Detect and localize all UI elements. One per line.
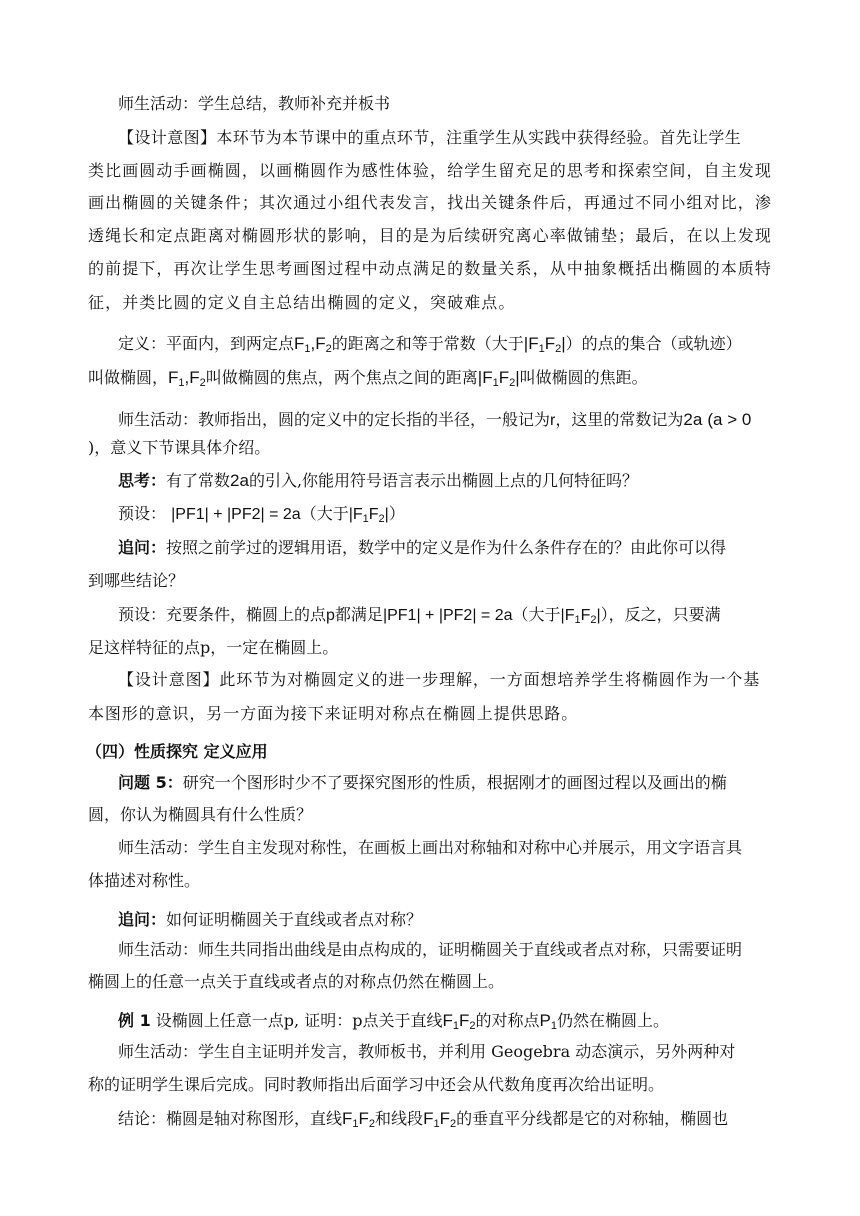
line-f1f2-symbol: $F_1F_2$ bbox=[442, 1011, 476, 1032]
teacher-student-activity-4-line-2: 椭圆上的任意一点关于直线或者点的对称点仍然在椭圆上。 bbox=[88, 972, 505, 991]
focal-sum-equation: |PF1| + |PF2| = 2a bbox=[171, 506, 301, 523]
think-question: 思考：有了常数2a的引入,你能用符号语言表示出椭圆上点的几何特征吗？ bbox=[118, 471, 639, 490]
design-intent-1-line-1: 【设计意图】本环节为本节课中的重点环节，注重学生从实践中获得经验。首先让学生 bbox=[118, 128, 742, 147]
example-1: 例 1 设椭圆上任意一点p, 证明：p点关于直线$F_1F_2$的对称点$P_1$仍然在椭圆上。 bbox=[118, 1011, 669, 1032]
teacher-student-activity-2-line-1: 师生活动：教师指出，圆的定义中的定长指的半径，一般记为r，这里的常数记为2a (a > 0 bbox=[118, 410, 752, 429]
section-heading: （四）性质探究 定义应用 bbox=[86, 742, 268, 761]
segment-f1f2-symbol: $F_1F_2$ bbox=[423, 1109, 457, 1130]
conclusion-line-1: 结论：椭圆是轴对称图形，直线$F_1F_2$和线段$F_1F_2$的垂直平分线都是它的对称轴，椭圆也 bbox=[118, 1109, 729, 1130]
question-5-line-2: 圆，你认为椭圆具有什么性质？ bbox=[88, 805, 313, 824]
design-intent-1-line-2: 类比画圆动手画椭圆，以画椭圆作为感性体验，给学生留充足的思考和探索空间，自主发现 bbox=[88, 161, 773, 180]
line-f1f2-symbol-2: $F_1F_2$ bbox=[342, 1109, 376, 1130]
p1-symbol: $P_1$ bbox=[539, 1011, 557, 1032]
f1-f2-symbol-2: $F_1,F_2$ bbox=[168, 368, 206, 389]
preset-1: 预设： |PF1| + |PF2| = 2a（大于$|F_1F_2|$） bbox=[118, 504, 405, 525]
design-intent-2-line-1: 【设计意图】此环节为对椭圆定义的进一步理解，一方面想培养学生将椭圆作为一个基 bbox=[118, 670, 761, 689]
f1-f2-symbol: $F_1,F_2$ bbox=[294, 334, 332, 355]
design-intent-1-line-4: 透绳长和定点距离对椭圆形状的影响，目的是为后续研究离心率做铺垫；最后，在以上发现 bbox=[88, 226, 773, 245]
teacher-student-activity-2-line-2: )，意义下节课具体介绍。 bbox=[88, 438, 271, 457]
design-intent-1-line-5: 的前提下，再次让学生思考画图过程中动点满足的数量关系，从中抽象概括出椭圆的本质特 bbox=[88, 259, 773, 278]
design-intent-1-line-3: 画出椭圆的关键条件；其次通过小组代表发言，找出关键条件后，再通过不同小组对比，渗 bbox=[88, 193, 773, 212]
teacher-student-activity-1: 师生活动：学生总结，教师补充并板书 bbox=[118, 94, 391, 113]
follow-up-question-2: 追问：如何证明椭圆关于直线或者点对称？ bbox=[118, 910, 423, 929]
preset-2-line-1: 预设：充要条件，椭圆上的点p都满足|PF1| + |PF2| = 2a（大于$|F_1F_2|$），反之，只要满 bbox=[118, 605, 721, 626]
preset-2-line-2: 足这样特征的点p，一定在椭圆上。 bbox=[88, 638, 339, 657]
focal-sum-equation-2: |PF1| + |PF2| = 2a bbox=[382, 607, 513, 624]
question-5-line-1: 问题 5：研究一个图形时少不了要探究图形的性质，根据刚才的画图过程以及画出的椭 bbox=[118, 773, 727, 792]
design-intent-1-line-6: 征，并类比圆的定义自主总结出椭圆的定义，突破难点。 bbox=[88, 293, 516, 312]
teacher-student-activity-5-line-2: 称的证明学生课后完成。同时教师指出后面学习中还会从代数角度再次给出证明。 bbox=[88, 1075, 665, 1094]
f1f2-distance-symbol-4: $|F_1F_2|$ bbox=[560, 607, 601, 626]
f1f2-distance-symbol-2: $|F_1F_2|$ bbox=[477, 368, 520, 389]
teacher-student-activity-3-line-1: 师生活动：学生自主发现对称性，在画板上画出对称轴和对称中心并展示，用文字语言具 bbox=[118, 838, 743, 857]
f1f2-distance-symbol-3: $|F_1F_2|$ bbox=[348, 506, 389, 525]
f1f2-distance-symbol: $|F_1F_2|$ bbox=[523, 334, 566, 355]
ellipse-definition-line-1: 定义：平面内，到两定点$F_1,F_2$的距离之和等于常数（大于$|F_1F_2|$）的点的集合（或轨迹） bbox=[118, 334, 742, 355]
follow-up-question-1-line-2: 到哪些结论？ bbox=[88, 571, 185, 590]
ellipse-definition-line-2: 叫做椭圆，$F_1,F_2$叫做椭圆的焦点，两个焦点之间的距离$|F_1F_2|$叫做椭圆的焦距。 bbox=[88, 368, 648, 389]
teacher-student-activity-5-line-1: 师生活动：学生自主证明并发言，教师板书，并利用 Geogebra 动态演示，另外两种对 bbox=[118, 1042, 736, 1061]
teacher-student-activity-4-line-1: 师生活动：师生共同指出曲线是由点构成的，证明椭圆关于直线或者点对称，只需要证明 bbox=[118, 940, 743, 959]
design-intent-2-line-2: 本图形的意识，另一方面为接下来证明对称点在椭圆上提供思路。 bbox=[88, 704, 579, 723]
teacher-student-activity-3-line-2: 体描述对称性。 bbox=[88, 871, 201, 890]
follow-up-question-1-line-1: 追问：按照之前学过的逻辑用语，数学中的定义是作为什么条件存在的？由此你可以得 bbox=[118, 538, 727, 557]
